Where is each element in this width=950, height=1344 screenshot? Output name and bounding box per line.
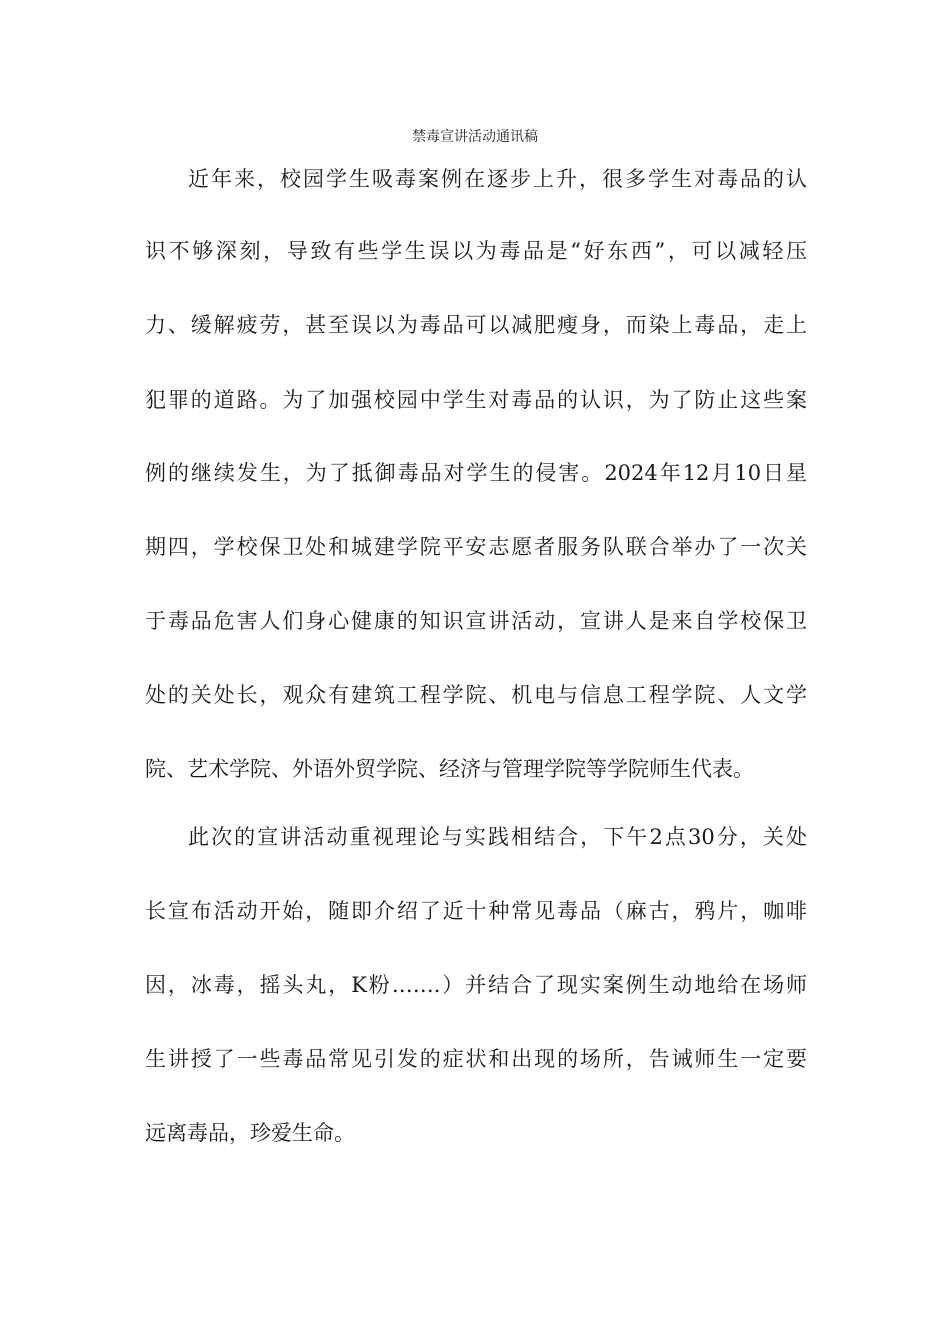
paragraph-2-line-3: 因，冰毒，摇头丸，K粉…….）并结合了现实案例生动地给在场师: [145, 973, 807, 997]
paragraph-1-line-9: 院、艺术学院、外语外贸学院、经济与管理学院等学院师生代表。: [145, 757, 754, 781]
paragraph-2-line-5: 远离毒品，珍爱生命。: [145, 1121, 355, 1145]
paragraph-1-line-3: 力、缓解疲劳，甚至误以为毒品可以减肥瘦身，而染上毒品，走上: [145, 313, 807, 337]
paragraph-1-line-5: 例的继续发生，为了抵御毒品对学生的侵害。2024年12月10日星: [145, 461, 807, 485]
document-title: 禁毒宣讲活动通讯稿: [412, 129, 538, 145]
paragraph-2-line-4: 生讲授了一些毒品常见引发的症状和出现的场所，告诫师生一定要: [145, 1047, 807, 1071]
paragraph-1-line-2: 识不够深刻，导致有些学生误以为毒品是“好东西”，可以减轻压: [145, 239, 807, 263]
paragraph-1-line-8: 处的关处长，观众有建筑工程学院、机电与信息工程学院、人文学: [145, 683, 807, 707]
paragraph-2-line-1: 此次的宣讲活动重视理论与实践相结合，下午2点30分，关处: [188, 825, 807, 849]
paragraph-1-line-7: 于毒品危害人们身心健康的知识宣讲活动，宣讲人是来自学校保卫: [145, 609, 807, 633]
paragraph-1-line-6: 期四，学校保卫处和城建学院平安志愿者服务队联合举办了一次关: [145, 535, 807, 559]
paragraph-1-line-4: 犯罪的道路。为了加强校园中学生对毒品的认识，为了防止这些案: [145, 388, 807, 412]
paragraph-2-line-2: 长宣布活动开始，随即介绍了近十种常见毒品（麻古，鸦片，咖啡: [145, 899, 807, 923]
paragraph-1-line-1: 近年来，校园学生吸毒案例在逐步上升，很多学生对毒品的认: [188, 167, 807, 191]
